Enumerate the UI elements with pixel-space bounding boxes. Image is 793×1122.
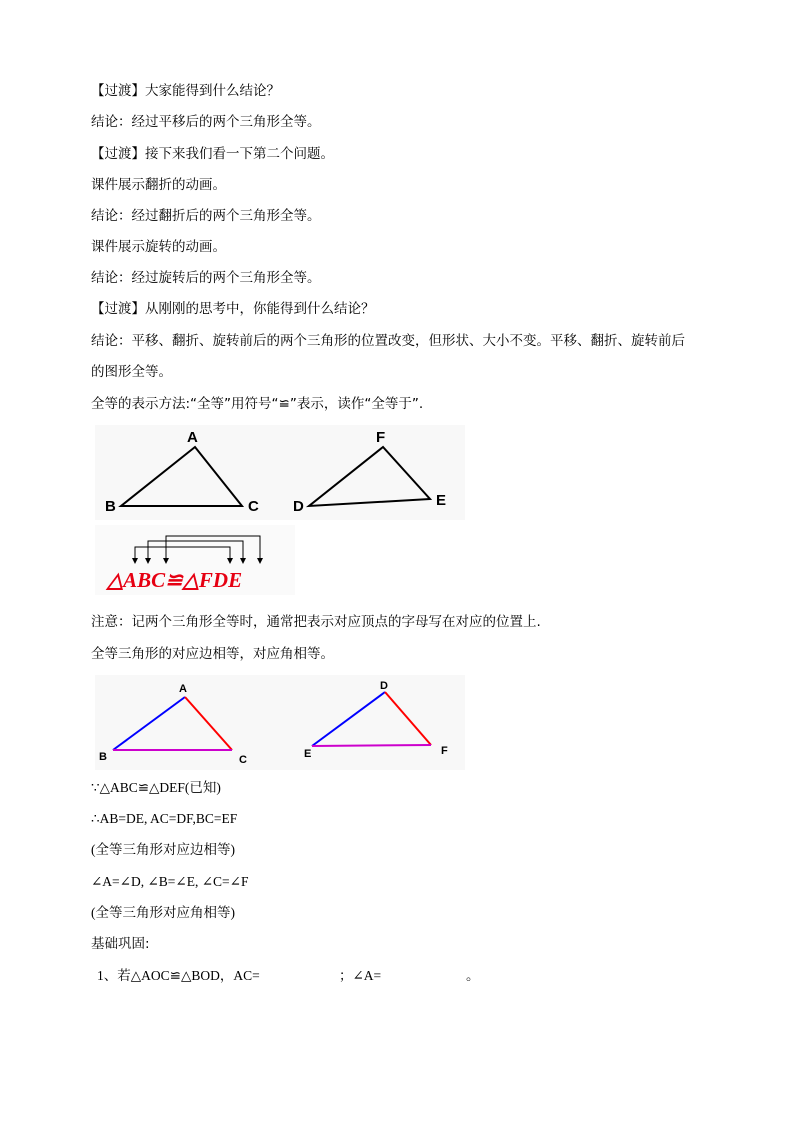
- text-notation-method: 全等的表示方法:“全等”用符号“≌”表示，读作“全等于”.: [91, 396, 424, 412]
- text-because: ∵△ABC≌△DEF(已知): [91, 780, 221, 795]
- text-transition-1: 【过渡】大家能得到什么结论？: [91, 83, 280, 99]
- text-reason-angles: (全等三角形对应角相等): [91, 905, 235, 920]
- text-flip-animation: 课件展示翻折的动画。: [91, 177, 226, 193]
- vertex2-label-f: F: [441, 745, 448, 757]
- vertex-label-b: B: [105, 498, 116, 515]
- text-conclusion-flip: 结论：经过翻折后的两个三角形全等。: [91, 208, 321, 224]
- vertex2-label-e: E: [304, 748, 312, 760]
- vertex-label-f: F: [376, 429, 386, 446]
- text-rotate-animation: 课件展示旋转的动画。: [91, 239, 226, 255]
- colored-triangles-figure: [95, 675, 465, 770]
- congruence-notation-figure: [95, 525, 295, 595]
- text-note: 注意：记两个三角形全等时，通常把表示对应顶点的字母写在对应的位置上.: [91, 614, 541, 630]
- exercise-1-part-b: ；∠A=: [339, 968, 382, 983]
- side-ef: [312, 745, 431, 746]
- text-conclusion-translation: 结论：经过平移后的两个三角形全等。: [91, 114, 321, 130]
- text-conclusion-general-cont: 的图形全等。: [91, 364, 172, 380]
- vertex-label-a: A: [187, 429, 198, 446]
- vertex-label-e: E: [436, 492, 447, 509]
- vertex2-label-a: A: [179, 683, 187, 695]
- text-transition-2: 【过渡】接下来我们看一下第二个问题。: [91, 146, 334, 162]
- text-basic-practice: 基础巩固:: [91, 936, 150, 952]
- text-angles: ∠A=∠D, ∠B=∠E, ∠C=∠F: [91, 874, 249, 889]
- vertex2-label-b: B: [99, 751, 107, 763]
- vertex2-label-c: C: [239, 754, 247, 766]
- vertex2-label-d: D: [380, 680, 388, 692]
- text-therefore-sides: ∴AB=DE, AC=DF,BC=EF: [91, 811, 238, 826]
- text-conclusion-general: 结论：平移、翻折、旋转前后的两个三角形的位置改变，但形状、大小不变。平移、翻折、旋转前后: [91, 333, 685, 349]
- exercise-1-part-a: 1、若△AOC≌△BOD，AC=: [97, 968, 260, 983]
- vertex-label-d: D: [293, 498, 304, 515]
- text-transition-3: 【过渡】从刚刚的思考中，你能得到什么结论？: [91, 301, 375, 317]
- congruent-triangles-figure: [95, 425, 465, 520]
- vertex-label-c: C: [248, 498, 259, 515]
- text-reason-sides: (全等三角形对应边相等): [91, 842, 235, 857]
- congruence-notation: △ABC≌△FDE: [107, 568, 243, 592]
- exercise-1-part-c: 。: [466, 968, 480, 983]
- text-conclusion-rotate: 结论：经过旋转后的两个三角形全等。: [91, 270, 321, 286]
- text-property: 全等三角形的对应边相等，对应角相等。: [91, 646, 334, 662]
